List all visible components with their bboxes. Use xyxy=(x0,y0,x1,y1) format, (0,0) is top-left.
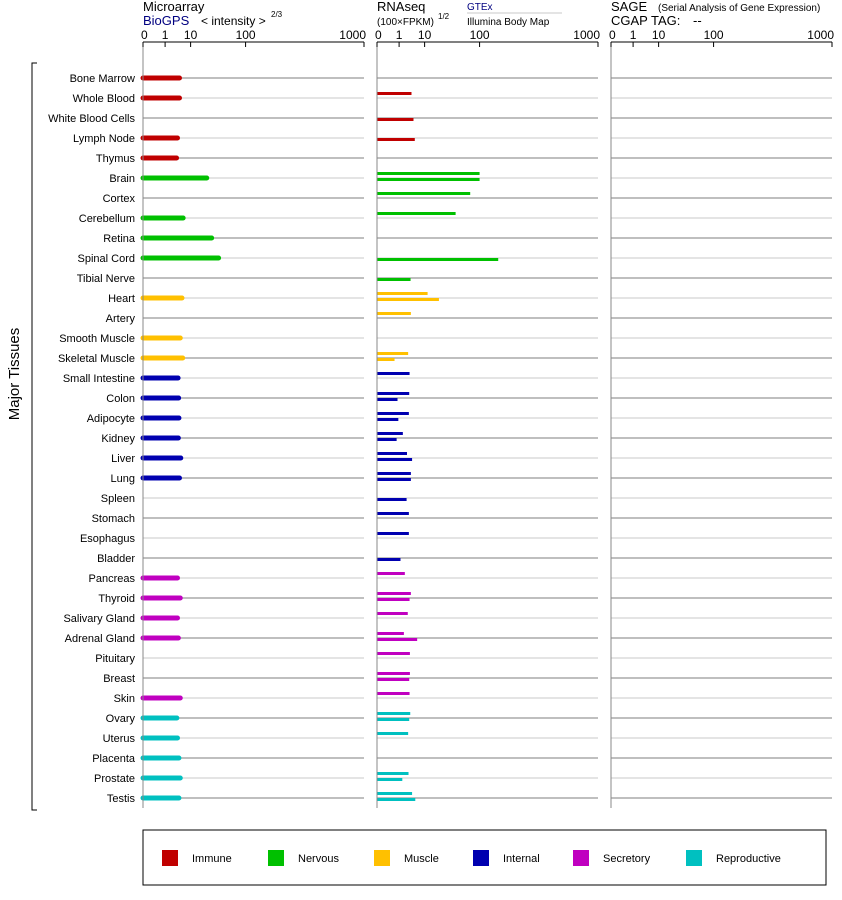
illumina-bar xyxy=(377,638,417,641)
legend-label-nervous: Nervous xyxy=(298,853,339,865)
tissue-label: Skin xyxy=(113,693,135,705)
illumina-bar xyxy=(377,718,409,721)
tissue-label: Bladder xyxy=(97,553,135,565)
illumina-bar xyxy=(377,778,402,781)
illumina-bar xyxy=(377,178,480,181)
tissue-label: Artery xyxy=(105,313,135,325)
tissue-label: Bone Marrow xyxy=(69,73,135,85)
legend-swatch-internal xyxy=(473,850,489,866)
gtex-bar xyxy=(377,352,408,355)
gtex-bar xyxy=(377,172,480,175)
sage-tick-label: 0 xyxy=(609,28,616,42)
gtex-bar xyxy=(377,712,410,715)
microarray-tick-label: 0 xyxy=(141,28,148,42)
sage-tick-label: 1 xyxy=(629,28,637,42)
gtex-bar xyxy=(377,612,408,615)
tissue-label: Thymus xyxy=(95,153,135,165)
gtex-label: GTEx xyxy=(467,2,493,13)
illumina-bar xyxy=(377,278,411,281)
gtex-bar xyxy=(377,312,411,315)
legend-swatch-reproductive xyxy=(686,850,702,866)
tissue-label: Salivary Gland xyxy=(63,613,135,625)
tissue-label: Liver xyxy=(111,453,135,465)
illumina-bar xyxy=(377,418,398,421)
gtex-bar xyxy=(377,452,407,455)
gtex-bar xyxy=(377,512,409,515)
gtex-bar xyxy=(377,772,409,775)
illumina-bar xyxy=(377,298,439,301)
gtex-bar xyxy=(377,432,403,435)
legend-label-immune: Immune xyxy=(192,853,232,865)
legend-swatch-muscle xyxy=(374,850,390,866)
gtex-bar xyxy=(377,212,456,215)
illumina-bar xyxy=(377,258,498,261)
microarray-tick-label: 1000 xyxy=(339,28,366,42)
legend-label-muscle: Muscle xyxy=(404,853,439,865)
tissue-label: Heart xyxy=(108,293,135,305)
microarray-tick-label: 100 xyxy=(235,28,256,42)
gtex-bar xyxy=(377,92,411,95)
sage-tick-label: 100 xyxy=(703,28,724,42)
sage-tick-label: 10 xyxy=(651,28,666,42)
gtex-bar xyxy=(377,292,428,295)
tissue-label: Spinal Cord xyxy=(77,253,135,265)
gtex-bar xyxy=(377,412,409,415)
tissue-label: Thyroid xyxy=(98,593,135,605)
illumina-bar xyxy=(377,358,395,361)
tissue-label: Placenta xyxy=(92,753,135,765)
tissue-label: Cortex xyxy=(102,193,135,205)
tissue-label: Brain xyxy=(109,173,135,185)
biogps-label: BioGPS xyxy=(143,13,190,28)
tissue-label: Kidney xyxy=(101,433,135,445)
tissue-label: Adrenal Gland xyxy=(64,633,135,645)
cgap-tag-label: CGAP TAG: xyxy=(611,13,681,28)
gtex-bar xyxy=(377,692,410,695)
tissue-label: Cerebellum xyxy=(78,213,135,225)
tissue-label: Esophagus xyxy=(79,533,135,545)
illumina-bar xyxy=(377,478,411,481)
illumina-bar xyxy=(377,598,410,601)
tissue-label: Pituitary xyxy=(95,653,135,665)
legend-label-reproductive: Reproductive xyxy=(716,853,781,865)
legend-label-internal: Internal xyxy=(503,853,540,865)
tissue-label: Colon xyxy=(106,393,135,405)
gtex-bar xyxy=(377,532,409,535)
rnaseq-tick-label: 100 xyxy=(469,28,490,42)
gtex-bar xyxy=(377,672,410,675)
rnaseq-tick-label: 0 xyxy=(375,28,382,42)
tissue-label: Stomach xyxy=(91,513,135,525)
illumina-body-map-label: Illumina Body Map xyxy=(467,17,550,28)
sage-tick-label: 1000 xyxy=(807,28,834,42)
illumina-bar xyxy=(377,398,398,401)
cgap-tag-value: -- xyxy=(693,13,702,28)
tissue-label: White Blood Cells xyxy=(48,113,135,125)
gtex-bar xyxy=(377,572,405,575)
tissue-label: Ovary xyxy=(105,713,135,725)
illumina-bar xyxy=(377,458,412,461)
rnaseq-tick-label: 1 xyxy=(395,28,403,42)
tissue-label: Lymph Node xyxy=(73,133,135,145)
tissue-label: Testis xyxy=(106,793,135,805)
rnaseq-tick-label: 1000 xyxy=(573,28,600,42)
gtex-bar xyxy=(377,392,409,395)
illumina-bar xyxy=(377,678,409,681)
illumina-bar xyxy=(377,438,397,441)
gtex-bar xyxy=(377,792,412,795)
tissue-label: Tibial Nerve xyxy=(76,273,135,285)
gtex-bar xyxy=(377,472,411,475)
rnaseq-unit-exponent: 1/2 xyxy=(438,12,450,21)
gtex-bar xyxy=(377,732,408,735)
tissue-label: Small Intestine xyxy=(62,373,135,385)
rnaseq-unit-label: (100×FPKM) xyxy=(377,17,434,28)
microarray-title: Microarray xyxy=(143,0,205,14)
tissue-label: Skeletal Muscle xyxy=(57,353,135,365)
rnaseq-tick-label: 10 xyxy=(417,28,432,42)
gtex-bar xyxy=(377,192,470,195)
bars-layer xyxy=(143,78,498,801)
tissue-label: Adipocyte xyxy=(86,413,135,425)
sage-title: SAGE xyxy=(611,0,648,14)
tissue-label: Breast xyxy=(103,673,135,685)
gtex-bar xyxy=(377,652,410,655)
gtex-bar xyxy=(377,632,404,635)
sage-subtitle: (Serial Analysis of Gene Expression) xyxy=(658,3,821,14)
illumina-bar xyxy=(377,118,413,121)
tissue-label: Smooth Muscle xyxy=(59,333,135,345)
tissue-label: Prostate xyxy=(94,773,135,785)
tissue-label: Pancreas xyxy=(88,573,135,585)
microarray-tick-label: 10 xyxy=(183,28,198,42)
illumina-bar xyxy=(377,798,415,801)
tissue-label: Retina xyxy=(103,233,135,245)
microarray-tick-label: 1 xyxy=(161,28,169,42)
illumina-bar xyxy=(377,558,400,561)
grid-layer xyxy=(143,78,832,798)
tissue-label: Uterus xyxy=(102,733,135,745)
microarray-unit-exponent: 2/3 xyxy=(271,10,283,19)
tissue-label: Whole Blood xyxy=(72,93,135,105)
rnaseq-title: RNAseq xyxy=(377,0,426,14)
illumina-bar xyxy=(377,138,415,141)
tissue-label: Lung xyxy=(110,473,135,485)
illumina-bar xyxy=(377,498,407,501)
gtex-bar xyxy=(377,592,411,595)
legend-swatch-nervous xyxy=(268,850,284,866)
legend-label-secretory: Secretory xyxy=(603,853,651,865)
y-axis-label: Major Tissues xyxy=(6,327,23,421)
legend-swatch-immune xyxy=(162,850,178,866)
gtex-bar xyxy=(377,372,410,375)
tissue-label: Spleen xyxy=(100,493,135,505)
microarray-unit-label: < intensity > xyxy=(201,14,266,28)
tissue-bracket xyxy=(32,63,37,810)
legend-swatch-secretory xyxy=(573,850,589,866)
